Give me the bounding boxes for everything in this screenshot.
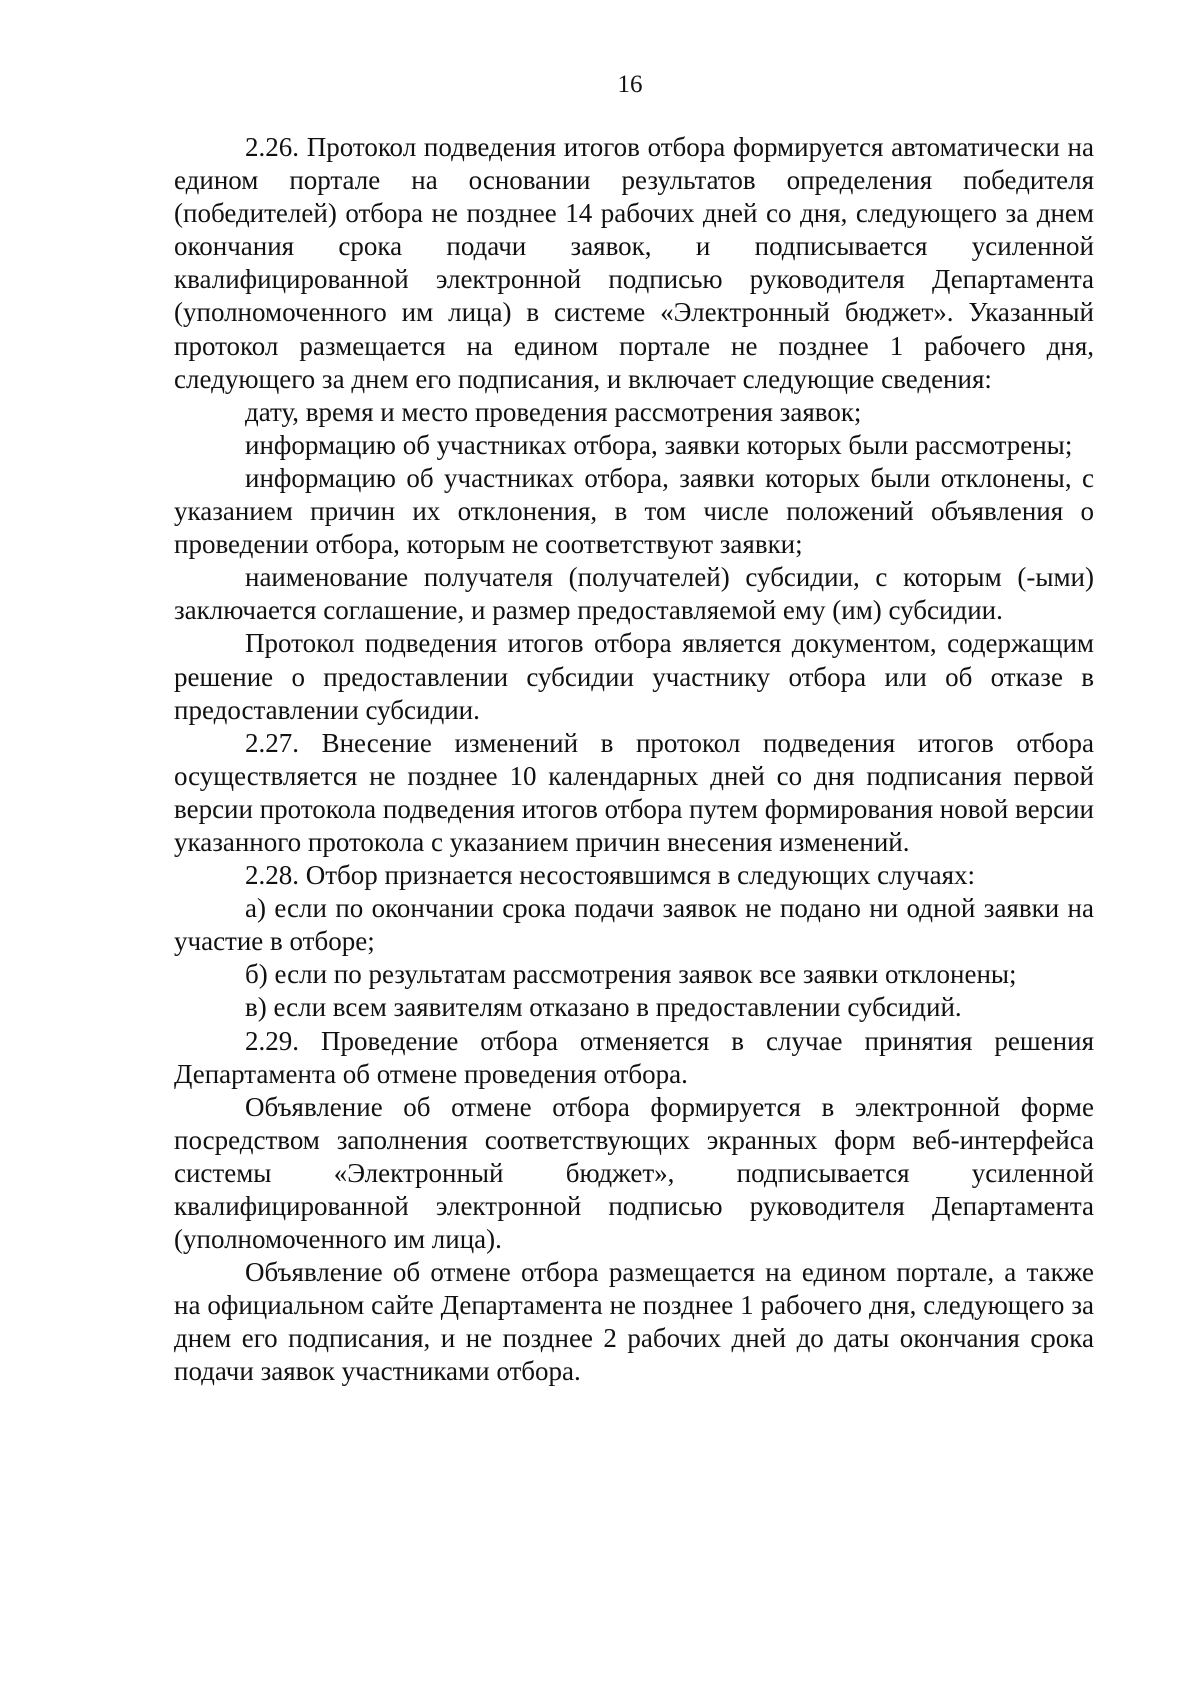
page-number: 16 (617, 71, 643, 98)
list-item-v: в) если всем заявителям отказано в предоставлении субсидий. (245, 992, 962, 1023)
list-item-b: б) если по результатам рассмотрения заявок все заявки отклонены; (245, 959, 1017, 990)
list-item-subsidy-recipients: наименование получателя (получателей) субсидии, с которым (-ыми) заключается соглашение, и размер предоставляемой ему (им) субсидии. (174, 562, 1094, 626)
paragraph-protocol-decision: Протокол подведения итогов отбора является документом, содержащим решение о предоставлении субсидии участнику отбора или об отказе в предоставлении субсидии. (174, 628, 1094, 725)
paragraph-2-28: 2.28. Отбор признается несостоявшимся в следующих случаях: (245, 860, 976, 891)
paragraph-2-29: 2.29. Проведение отбора отменяется в случае принятия решения Департамента об отмене проведения отбора. (174, 1025, 1094, 1089)
paragraph-2-27: 2.27. Внесение изменений в протокол подведения итогов отбора осуществляется не позднее 10 календарных дней со дня подписания первой версии протокола подведения итогов отбора путем формирования новой версии указанного протокола с указанием причин внесения изменений. (174, 727, 1094, 857)
paragraph-cancellation-notice-publication: Объявление об отмене отбора размещается на едином портале, а также на официальном сайте Департамента не позднее 1 рабочего дня, следующего за днем его подписания, и не позднее 2 рабочих дней до даты окончания срока подачи заявок участниками отбора. (174, 1257, 1094, 1387)
document-body (174, 131, 1094, 1389)
list-item-rejected-participants: информацию об участниках отбора, заявки которых были отклонены, с указанием причин их отклонения, в том числе положений объявления о проведении отбора, которым не соответствуют заявки; (174, 462, 1094, 560)
paragraph-2-26: 2.26. Протокол подведения итогов отбора формируется автоматически на едином портале на основании результатов определения победителя (победителей) отбора не позднее 14 рабочих дней со дня, следующего за днем окончания срока подачи заявок, и подписывается усиленной квалифицированной электронной подписью руководителя Департамента (уполномоченного им лица) в системе «Электронный бюджет». Указанный протокол размещается на едином портале не позднее 1 рабочего дня, следующего за днем его подписания, и включает следующие сведения: (174, 132, 1094, 394)
list-item-reviewed-participants: информацию об участниках отбора, заявки которых были рассмотрены; (245, 429, 1073, 460)
list-item-a: а) если по окончании срока подачи заявок не подано ни одной заявки на участие в отборе; (174, 893, 1094, 957)
paragraph-cancellation-notice-form: Объявление об отмене отбора формируется в электронной форме посредством заполнения соответствующих экранных форм веб-интерфейса системы «Электронный бюджет», подписывается усиленной квалифицированной электронной подписью руководителя Департамента (уполномоченного им лица). (174, 1091, 1094, 1255)
list-item-date-time-place: дату, время и место проведения рассмотрения заявок; (245, 396, 862, 427)
